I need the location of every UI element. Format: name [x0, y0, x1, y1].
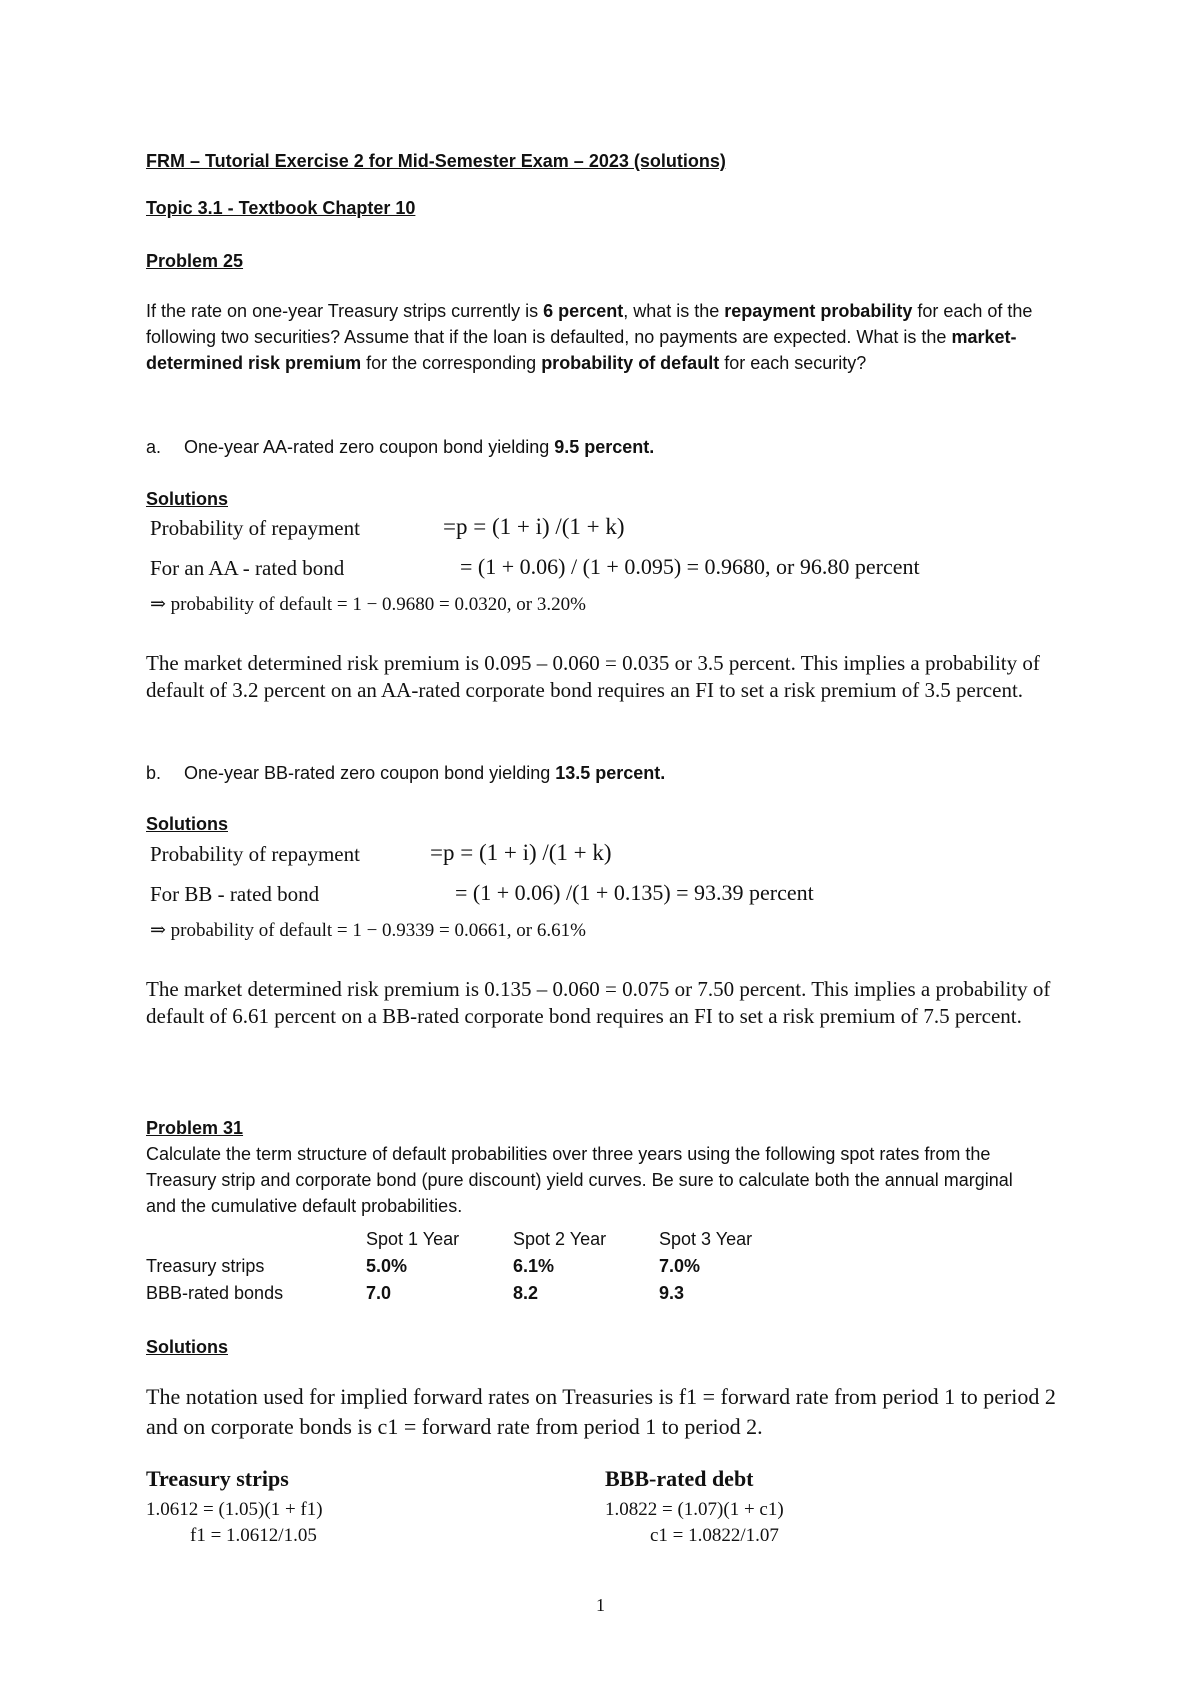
table-cell: 9.3 — [659, 1283, 685, 1303]
page-number: 1 — [596, 1595, 605, 1615]
part-a-eq3: ⇒ probability of default = 1 − 0.9680 = 0.0320, or 3.20% — [150, 594, 586, 615]
notation-text: The notation used for implied forward rates on Treasuries is f1 = forward rate from period 1 to period 2 and on corporate bonds is c1 = forward rate from period 1 to period 2. — [146, 1384, 1056, 1439]
part-b-question: One-year BB-rated zero coupon bond yielding 13.5 percent. — [184, 763, 666, 783]
part-b-eq1-label: Probability of repayment — [150, 842, 360, 866]
part-b-marker: b. — [146, 763, 162, 783]
table-cell: 8.2 — [513, 1283, 539, 1303]
part-a-explanation: The market determined risk premium is 0.095 – 0.060 = 0.035 or 3.5 percent. This implies a probability of default of 3.2 percent on an AA-rated corporate bond requires an FI to set a risk premium of 3.5 percent. — [146, 651, 1040, 702]
problem-25-heading: Problem 25 — [146, 251, 244, 271]
treasury-eq1: 1.0612 = (1.05)(1 + f1) — [146, 1499, 323, 1520]
part-a-eq1: =p = (1 + i) /(1 + k) — [443, 514, 625, 539]
part-a-solutions-heading: Solutions — [146, 489, 228, 509]
table-row-label: BBB-rated bonds — [146, 1283, 284, 1303]
table-cell: 6.1% — [513, 1256, 555, 1276]
treasury-eq2: f1 = 1.0612/1.05 — [190, 1525, 317, 1546]
part-b-eq2: = (1 + 0.06) /(1 + 0.135) = 93.39 percent — [455, 880, 814, 905]
part-b-eq3: ⇒ probability of default = 1 − 0.9339 = 0.0661, or 6.61% — [150, 920, 586, 941]
bbb-debt-heading: BBB-rated debt — [605, 1466, 754, 1491]
treasury-strips-heading: Treasury strips — [146, 1466, 289, 1491]
table-row-label: Treasury strips — [146, 1256, 265, 1276]
problem-31-question: Calculate the term structure of default probabilities over three years using the following spot rates from the Treasury strip and corporate bond (pure discount) yield curves. Be sure to calculate both the annual marginal and the cumulative default probabilities. — [146, 1144, 1013, 1216]
problem-31-heading: Problem 31 — [146, 1118, 244, 1138]
table-header: Spot 1 Year — [366, 1229, 460, 1249]
part-a-eq1-label: Probability of repayment — [150, 516, 360, 540]
table-header: Spot 3 Year — [659, 1229, 753, 1249]
part-b-solutions-heading: Solutions — [146, 814, 228, 834]
document-title: FRM – Tutorial Exercise 2 for Mid-Semester Exam – 2023 (solutions) — [146, 151, 726, 171]
part-b-explanation: The market determined risk premium is 0.135 – 0.060 = 0.075 or 7.50 percent. This implies a probability of default of 6.61 percent on a BB-rated corporate bond requires an FI to set a risk premium of 7.5 percent. — [146, 977, 1051, 1028]
part-a-marker: a. — [146, 437, 162, 457]
part-a-question: One-year AA-rated zero coupon bond yielding 9.5 percent. — [184, 437, 655, 457]
part-a-eq2: = (1 + 0.06) / (1 + 0.095) = 0.9680, or 96.80 percent — [460, 554, 920, 579]
table-cell: 7.0% — [659, 1256, 701, 1276]
table-cell: 5.0% — [366, 1256, 408, 1276]
table-header: Spot 2 Year — [513, 1229, 607, 1249]
problem-31-solutions-heading: Solutions — [146, 1337, 228, 1357]
bbb-eq1: 1.0822 = (1.07)(1 + c1) — [605, 1499, 784, 1520]
part-a-eq2-label: For an AA - rated bond — [150, 556, 345, 580]
topic-heading: Topic 3.1 - Textbook Chapter 10 — [146, 198, 416, 218]
problem-25-question: If the rate on one-year Treasury strips currently is 6 percent, what is the repayment probability for each of the following two securities? Assume that if the loan is defaulted, no payments are expected. What is the market-determined risk premium for the corresponding probability of default for each security? — [146, 301, 1033, 373]
part-b-eq2-label: For BB - rated bond — [150, 882, 320, 906]
table-cell: 7.0 — [366, 1283, 392, 1303]
bbb-eq2: c1 = 1.0822/1.07 — [650, 1525, 779, 1546]
part-b-eq1: =p = (1 + i) /(1 + k) — [430, 840, 612, 865]
